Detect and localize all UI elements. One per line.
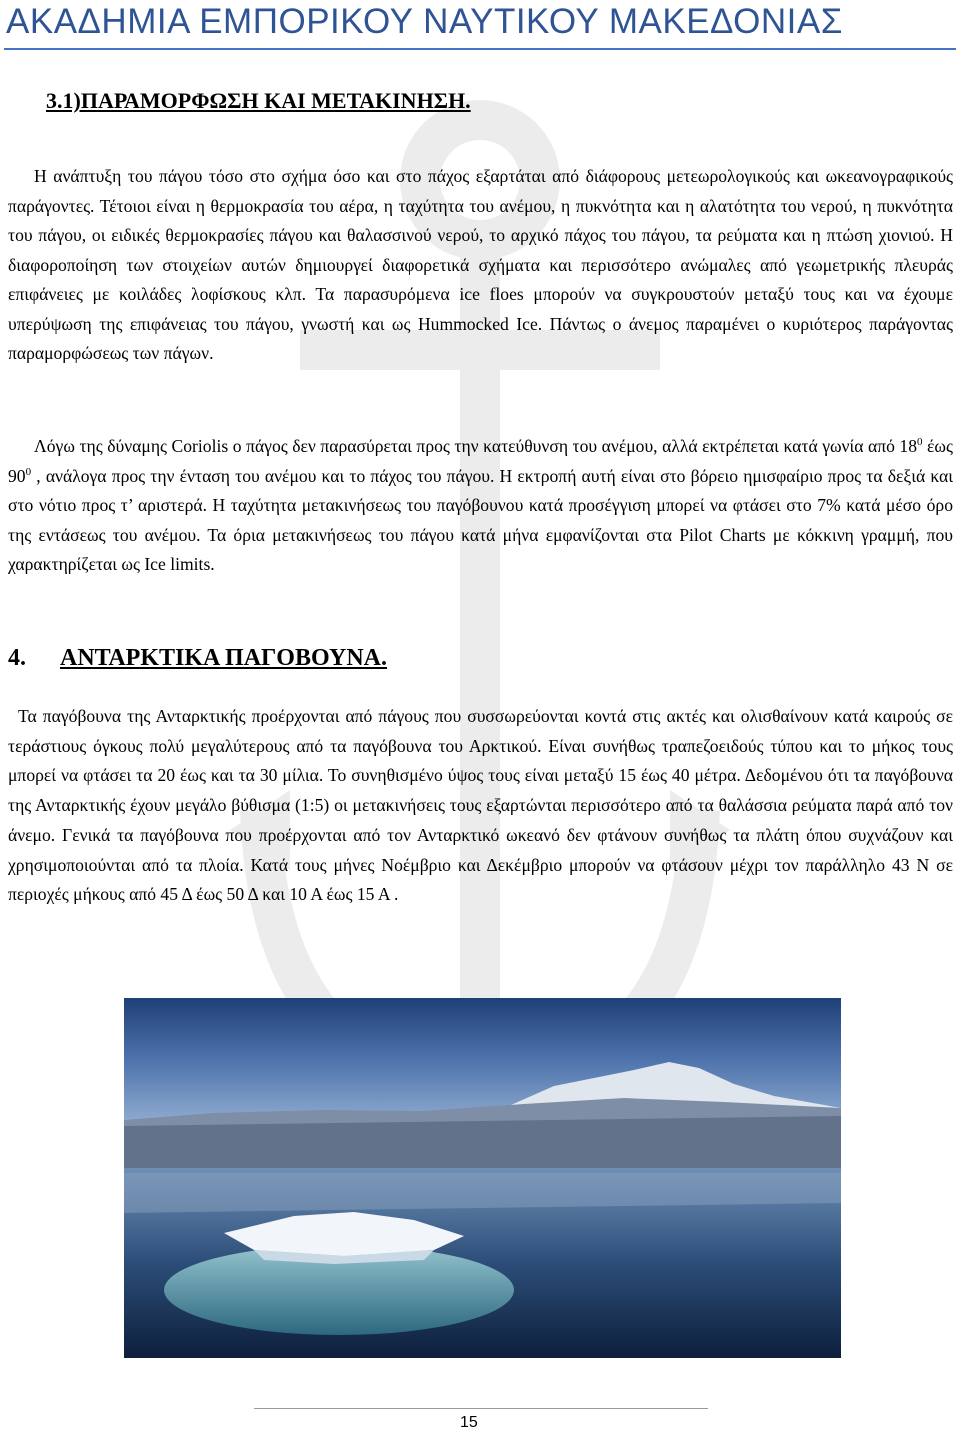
paragraph-ice-deformation: Η ανάπτυξη του πάγου τόσο στο σχήμα όσο και στο πάχος εξαρτάται από διάφορους μετεωρολογικούς και ωκεανογραφικούς παράγοντες. Τέτοιοι είναι η θερμοκρασία του αέρα, η ταχύτητα του ανέμου, η πυκνότητα και η αλατότητα του νερού, η πυκνότητα του πάγου, οι ειδικές θερμοκρασίες πάγου και θαλασσινού νερού, το αρχικό πάχος του πάγου, τα ρεύματα και η πτώση χιονιού. Η διαφοροποίηση των στοιχείων αυτών δημιουργεί διαφορετικά σχήματα και περισσότερο ανώμαλες από γεωμετρικής πλευράς επιφάνειες με κοιλάδες λοφίσκους κλπ. Τα παρασυρόμενα ice floes μπορούν να συγκρουστούν μεταξύ τους και να έχουμε υπερύψωση της επιφάνειας του πάγου, γνωστή και ως Hummocked Ice. Πάντως ο άνεμος παραμένει ο κυριότερος παράγοντας παραμορφώσεως των πάγων. <box>8 166 953 363</box>
degree-superscript: 0 <box>917 436 923 449</box>
header-divider <box>4 48 956 50</box>
iceberg-photo <box>124 998 841 1358</box>
paragraph-antarctic-icebergs: Τα παγόβουνα της Ανταρκτικής προέρχονται από πάγους που συσσωρεύονται κοντά στις ακτές και ολισθαίνουν κατά καιρούς σε τεράστιους όγκους πολύ μεγαλύτερους από τα παγόβουνα του Αρκτικού. Είναι συνήθως τραπεζοειδούς τύπου και το μήκος τους μπορεί να φτάσει τα 20 έως και τα 30 μίλια. Το συνηθισμένο ύψος τους είναι μεταξύ 15 έως 40 μέτρα. Δεδομένου ότι τα παγόβουνα της Ανταρκτικής έχουν μεγάλο βύθισμα (1:5) οι μετακινήσεις τους εξαρτώνται περισσότερο από τα θαλάσσια ρεύματα παρά από τον άνεμο. Γενικά τα παγόβουνα που προέρχονται από τον Ανταρκτικό ωκεανό δεν φτάνουν συνήθως τα πλάτη όπου συχνάζουν και χρησιμοποιούνται από τα πλοία. Κατά τους μήνες Νοέμβριο και Δεκέμβριο μπορούν να φτάσουν μέχρι τον παράλληλο 43 Ν σε περιοχές μήκους από 45 Δ έως 50 Δ και 10 Α έως 15 Α . <box>8 706 953 905</box>
page-header <box>0 0 960 56</box>
page-number: 15 <box>460 1414 478 1431</box>
paragraph-text: Λόγω της δύναμης Coriolis ο πάγος δεν παρασύρεται προς την κατεύθυνση του ανέμου, αλλά εκτρέπεται κατά γωνία από 18 <box>34 436 918 456</box>
section-title: 3.1)ΠΑΡΑΜΟΡΦΩΣΗ ΚΑΙ ΜΕΤΑΚΙΝΗΣΗ. <box>46 88 471 113</box>
header-title: ΑΚΑΔΗΜΙΑ ΕΜΠΟΡΙΚΟΥ ΝΑΥΤΙΚΟΥ ΜΑΚΕΔΟΝΙΑΣ <box>6 2 843 41</box>
section-number: 4. <box>8 645 26 671</box>
section-title: ΑΝΤΑΡΚΤΙΚΑ ΠΑΓΟΒΟΥΝΑ. <box>60 645 388 671</box>
paragraph-text: , ανάλογα προς την ένταση του ανέμου και το πάχος του πάγου. Η εκτροπή αυτή είναι στο βόρειο ημισφαίριο προς τα δεξιά και στο νότιο προς τ’ αριστερά. Η ταχύτητα μετακινήσεως του παγόβουνου κατά προσέγγιση μπορεί να φτάσει στο 7% κατά μέσο όρο της εντάσεως του ανέμου. Τα όρια μετακινήσεως του πάγου κατά μήνα εμφανίζονται στα Pilot Charts με κόκκινη γραμμή, που χαρακτηρίζεται ως Ice limits. <box>8 465 953 574</box>
paragraph-text: έως 90 <box>8 436 953 486</box>
section-heading <box>8 645 387 672</box>
footer-divider <box>254 1408 708 1409</box>
degree-superscript: 0 <box>25 465 32 478</box>
paragraph-coriolis <box>8 432 953 580</box>
